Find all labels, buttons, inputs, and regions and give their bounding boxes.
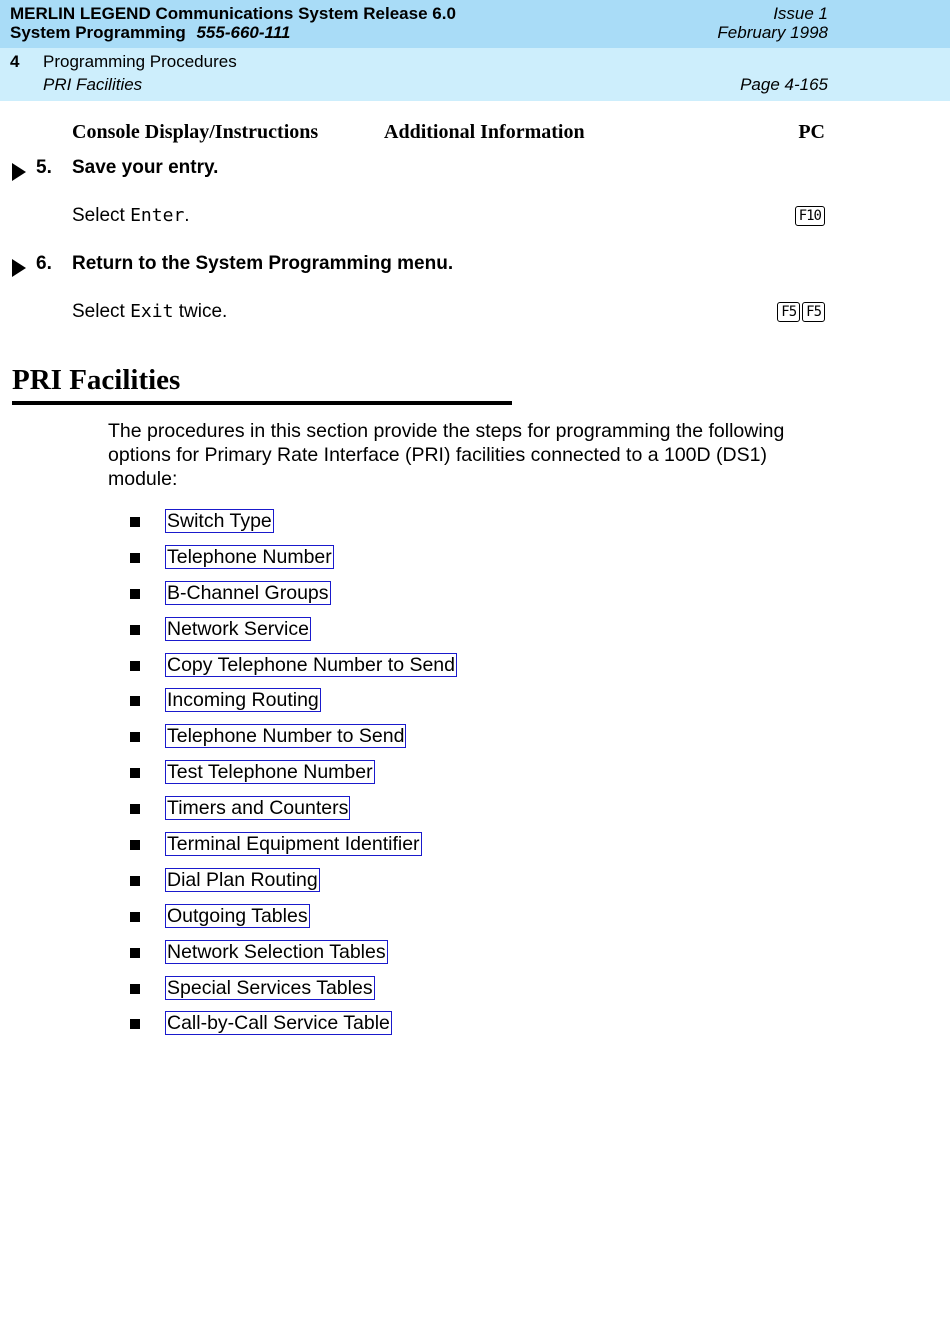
instruction-suffix: twice. xyxy=(178,301,228,322)
issue-label: Issue 1 xyxy=(773,4,828,23)
pc-keys xyxy=(795,206,825,226)
column-console: Console Display/Instructions xyxy=(72,121,319,143)
instruction-suffix: . xyxy=(184,205,190,226)
product-title: MERLIN LEGEND Communications System Release 6.0 xyxy=(10,4,456,23)
bullet-icon xyxy=(130,948,140,958)
bullet-icon xyxy=(130,696,140,706)
bullet-icon xyxy=(130,517,140,527)
list-item xyxy=(130,647,457,683)
link-special-services-tables[interactable]: Special Services Tables xyxy=(167,976,373,999)
list-item xyxy=(130,898,457,934)
bullet-icon xyxy=(130,768,140,778)
link-copy-telephone-number[interactable]: Copy Telephone Number to Send xyxy=(167,653,455,676)
link-telephone-number[interactable]: Telephone Number xyxy=(167,545,332,568)
instruction-prefix: Select xyxy=(72,301,125,322)
link-call-by-call-service-table[interactable]: Call-by-Call Service Table xyxy=(167,1012,390,1035)
doc-title xyxy=(10,23,290,43)
issue-date: February 1998 xyxy=(717,23,828,42)
link-dial-plan-routing[interactable]: Dial Plan Routing xyxy=(167,868,318,891)
bullet-icon xyxy=(130,876,140,886)
instruction-prefix: Select xyxy=(72,205,125,226)
list-item xyxy=(130,826,457,862)
step-arrow-icon xyxy=(12,163,26,181)
doc-label: System Programming xyxy=(10,23,186,42)
step-number: 5. xyxy=(36,157,52,178)
link-terminal-equipment-identifier[interactable]: Terminal Equipment Identifier xyxy=(167,832,420,855)
link-outgoing-tables[interactable]: Outgoing Tables xyxy=(167,904,308,927)
function-key: F10 xyxy=(795,206,825,226)
section-running-head: PRI Facilities xyxy=(43,75,143,94)
chapter-title: Programming Procedures xyxy=(43,52,237,71)
column-additional: Additional Information xyxy=(384,121,585,143)
procedure-link-list xyxy=(130,503,457,1041)
bullet-icon xyxy=(130,804,140,814)
bullet-icon xyxy=(130,840,140,850)
bullet-icon xyxy=(130,732,140,742)
list-item xyxy=(130,1005,457,1041)
step-instruction xyxy=(72,301,227,323)
list-item xyxy=(130,970,457,1006)
bullet-icon xyxy=(130,625,140,635)
list-item xyxy=(130,934,457,970)
section-rule xyxy=(12,401,512,405)
column-pc: PC xyxy=(798,121,825,143)
bullet-icon xyxy=(130,661,140,671)
function-key: F5 xyxy=(802,302,825,322)
pc-keys xyxy=(777,302,825,322)
list-item xyxy=(130,790,457,826)
bullet-icon xyxy=(130,589,140,599)
list-item xyxy=(130,611,457,647)
link-telephone-number-to-send[interactable]: Telephone Number to Send xyxy=(167,725,405,748)
list-item xyxy=(130,862,457,898)
bullet-icon xyxy=(130,553,140,563)
link-incoming-routing[interactable]: Incoming Routing xyxy=(167,689,319,712)
step-number: 6. xyxy=(36,253,52,274)
link-network-selection-tables[interactable]: Network Selection Tables xyxy=(167,940,386,963)
bullet-icon xyxy=(130,912,140,922)
link-switch-type[interactable]: Switch Type xyxy=(167,509,272,532)
link-network-service[interactable]: Network Service xyxy=(167,617,309,640)
step-title: Return to the System Programming menu. xyxy=(72,253,454,274)
list-item xyxy=(130,539,457,575)
step-title: Save your entry. xyxy=(72,157,219,178)
function-key: F5 xyxy=(777,302,800,322)
bullet-icon xyxy=(130,1019,140,1029)
step-arrow-icon xyxy=(12,259,26,277)
list-item xyxy=(130,575,457,611)
command-name: Exit xyxy=(130,301,174,322)
list-item xyxy=(130,503,457,539)
list-item xyxy=(130,718,457,754)
step-instruction xyxy=(72,205,190,227)
section-title: PRI Facilities xyxy=(12,364,181,396)
link-test-telephone-number[interactable]: Test Telephone Number xyxy=(167,761,373,784)
command-name: Enter xyxy=(130,205,185,226)
doc-number: 555-660-111 xyxy=(196,23,291,42)
list-item xyxy=(130,682,457,718)
list-item xyxy=(130,754,457,790)
intro-paragraph: The procedures in this section provide the steps for programming the following options for Primary Rate Interface (PRI) facilities connected to a 100D (DS1) module: xyxy=(108,420,785,490)
link-timers-and-counters[interactable]: Timers and Counters xyxy=(167,797,349,820)
link-b-channel-groups[interactable]: B-Channel Groups xyxy=(167,581,329,604)
page-number: Page 4-165 xyxy=(740,75,828,94)
bullet-icon xyxy=(130,984,140,994)
chapter-number: 4 xyxy=(10,52,20,71)
